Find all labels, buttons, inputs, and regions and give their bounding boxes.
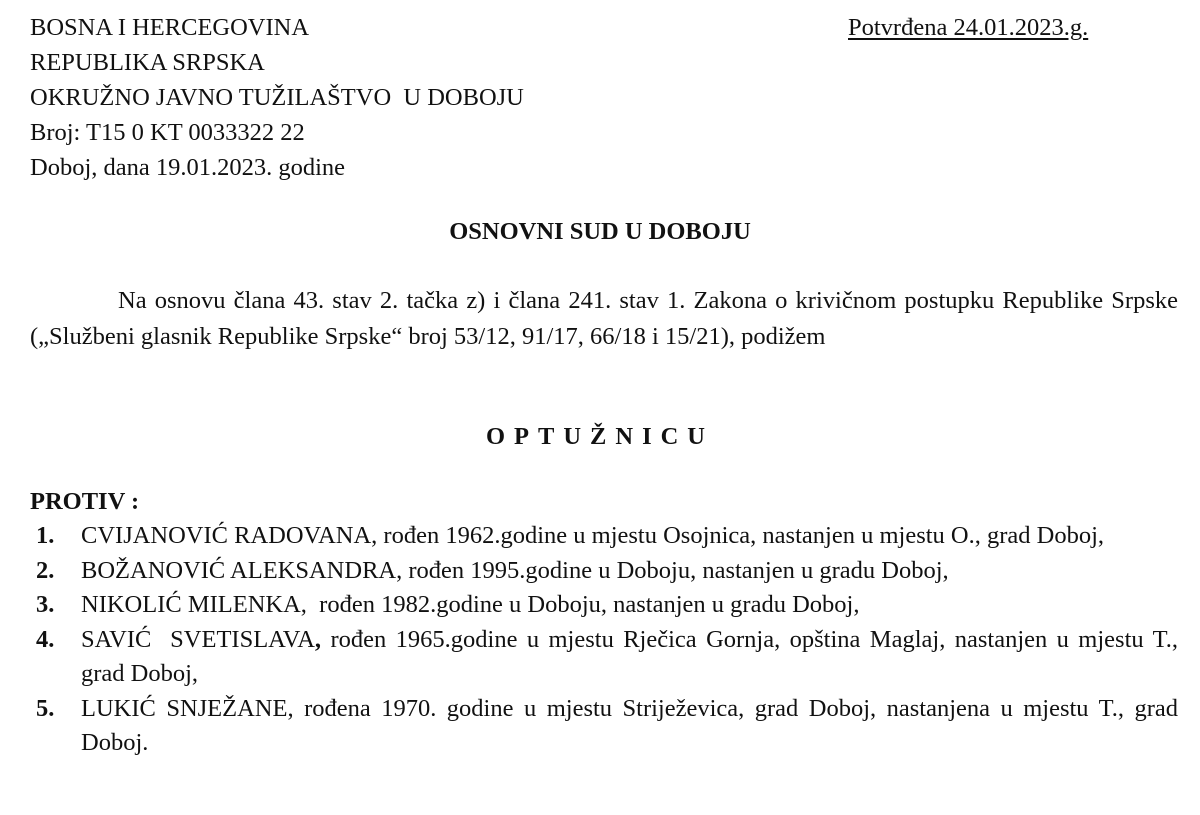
defendant-details: rođen 1965.godine u mjestu Rječica Gornja, opština Maglaj, nastanjen u mjestu T., grad Doboj,	[81, 625, 1178, 687]
document-title: OPTUŽNICU	[485, 423, 714, 450]
defendant-item	[30, 519, 1178, 554]
preamble-text: Na osnovu člana 43. stav 2. tačka z) i člana 241. stav 1. Zakona o krivičnom postupku Republike Srpske („Službeni glasnik Republike Srpske“ broj 53/12, 91/17, 66/18 i 15/21), podižem	[30, 287, 1178, 350]
defendant-item	[30, 588, 1178, 623]
header-office: OKRUŽNO JAVNO TUŽILAŠTVO U DOBOJU	[30, 84, 524, 111]
defendant-number: 2.	[36, 556, 55, 584]
defendant-name: SAVIĆ SVETISLAVA	[81, 625, 315, 653]
defendant-details: , rođena 1970. godine u mjestu Striježevica, grad Doboj, nastanjena u mjestu T., grad Doboj.	[81, 694, 1178, 756]
header-case-number: Broj: T15 0 KT 0033322 22	[30, 119, 305, 146]
defendant-name: BOŽANOVIĆ ALEKSANDRA	[81, 556, 397, 584]
defendant-details: , rođen 1995.godine u Doboju, nastanjen u gradu Doboj,	[396, 556, 949, 584]
defendant-number: 1.	[36, 522, 55, 549]
header-date: Doboj, dana 19.01.2023. godine	[30, 154, 346, 181]
defendants-list	[30, 519, 1178, 761]
defendant-number: 5.	[36, 694, 55, 722]
confirmation-stamp: Potvrđena 24.01.2023.g.	[848, 14, 1089, 41]
against-label: PROTIV :	[30, 488, 140, 515]
defendant-number: 4.	[36, 625, 55, 653]
defendant-name-comma: ,	[314, 625, 322, 653]
defendant-name: NIKOLIĆ MILENKA	[81, 591, 301, 618]
defendant-item	[30, 623, 1178, 692]
defendant-details: , rođen 1982.godine u Doboju, nastanjen u gradu Doboj,	[300, 591, 860, 618]
header-entity: REPUBLIKA SRPSKA	[30, 49, 265, 76]
issuer-header	[30, 10, 524, 185]
legal-preamble	[30, 283, 1178, 354]
defendant-name: CVIJANOVIĆ RADOVANA	[81, 522, 372, 549]
court-title: OSNOVNI SUD U DOBOJU	[449, 218, 751, 245]
defendant-details: , rođen 1962.godine u mjestu Osojnica, nastanjen u mjestu O., grad Doboj,	[371, 522, 1105, 549]
defendant-number: 3.	[36, 591, 55, 618]
defendant-item	[30, 554, 1178, 589]
defendant-name: LUKIĆ SNJEŽANE	[81, 694, 288, 722]
defendant-item	[30, 692, 1178, 761]
header-country: BOSNA I HERCEGOVINA	[30, 14, 310, 41]
